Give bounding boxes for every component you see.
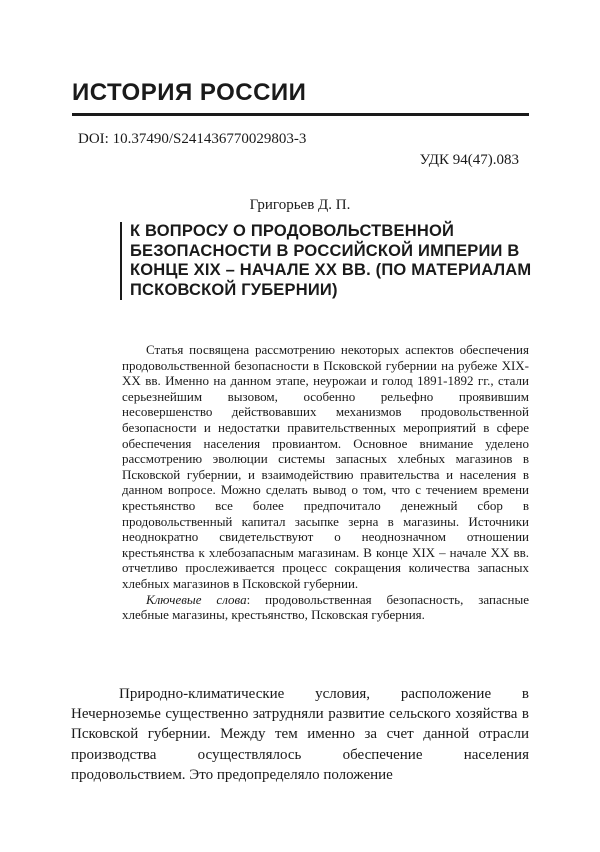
section-title: ИСТОРИЯ РОССИИ (72, 78, 532, 108)
keywords-text: : продовольственная безопасность, запасные хлебные магазины, крестьянство, Псковская губерния. (122, 592, 529, 623)
abstract (122, 342, 529, 623)
author: Григорьев Д. П. (0, 195, 600, 215)
body-text (71, 684, 529, 785)
abstract-text: Статья посвящена рассмотрению некоторых аспектов обеспечения продовольственной безопасности в Псковской губернии на рубеже XIX-XX вв. Именно на данном этапе, неурожаи и голод 1891-1892 гг., стали серьезнейшим вызовом, особенно рельефно проявившим несовершенство действовавших механизмов продовольственной безопасности и недостатки правительственных мероприятий в сфере обеспечения населения провиантом. Основное внимание уделено рассмотрению эволюции системы запасных хлебных магазинов в Псковской губернии, и взаимодействию правительства и населения в данном вопросе. Можно сделать вывод о том, что с течением времени крестьянство все более предпочитало денежный сбор в продовольственный капитал засыпке зерна в магазины. Источники неоднократно свидетельствуют о неоднозначном отношении крестьянства к хлебозапасным магазинам. В конце XIX – начале XX вв. отчетливо прослеживается процесс сокращения количества запасных хлебных магазинов в Псковской губернии. (122, 342, 529, 592)
header-rule (72, 113, 529, 116)
keywords-label: Ключевые слова (146, 592, 247, 607)
body-paragraph: Природно-климатические условия, расположение в Нечерноземье существенно затрудняли развитие сельского хозяйства в Псковской губернии. Между тем именно за счет данной отрасли производства осуществлялось обеспечение населения продовольствием. Это предопределяло положение (71, 684, 529, 785)
article-title: К ВОПРОСУ О ПРОДОВОЛЬСТВЕННОЙ БЕЗОПАСНОСТИ В РОССИЙСКОЙ ИМПЕРИИ В КОНЦЕ XIX – НАЧАЛЕ XX ВВ. (ПО МАТЕРИАЛАМ ПСКОВСКОЙ ГУБЕРНИИ) (130, 222, 540, 300)
keywords (122, 592, 529, 623)
doi: DOI: 10.37490/S241436770029803-3 (78, 129, 306, 149)
udk-code: УДК 94(47).083 (420, 150, 519, 170)
article-title-block (120, 222, 540, 300)
